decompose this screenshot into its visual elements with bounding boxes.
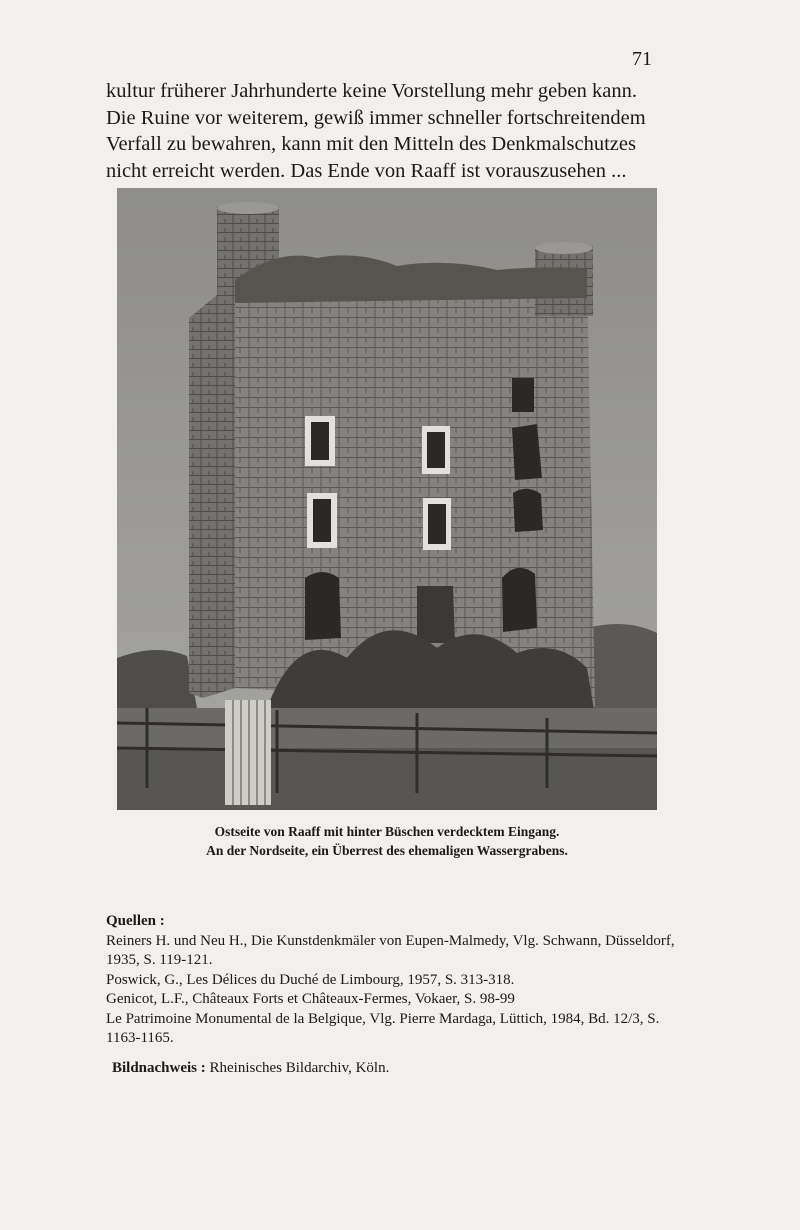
caption-line: Ostseite von Raaff mit hinter Büschen verdecktem Eingang. <box>214 824 560 839</box>
tower-illustration <box>117 188 657 810</box>
body-line: Die Ruine vor weiterem, gewiß immer schneller fortschreitendem <box>106 106 646 129</box>
sources-heading: Quellen : <box>106 913 165 929</box>
caption-line: An der Nordseite, ein Überrest des ehemaligen Wassergrabens. <box>206 843 568 858</box>
castle-ruin-photo <box>117 188 657 810</box>
body-line: kultur früherer Jahrhunderte keine Vorstellung mehr geben kann. <box>106 80 637 102</box>
body-paragraph <box>106 78 672 184</box>
source-reference: Reiners H. und Neu H., Die Kunstdenkmäler von Eupen-Malmedy, Vlg. Schwann, Düsseldorf, 1935, S. 119-121. <box>106 932 675 968</box>
sources-section <box>106 912 682 1049</box>
page-number: 71 <box>632 48 652 70</box>
image-credit <box>112 1060 389 1077</box>
source-reference: Genicot, L.F., Châteaux Forts et Châteaux-Fermes, Vokaer, S. 98-99 <box>106 991 515 1007</box>
source-reference: Le Patrimoine Monumental de la Belgique, Vlg. Pierre Mardaga, Lüttich, 1984, Bd. 12/3, S. 1163-1165. <box>106 1010 660 1046</box>
body-line: Verfall zu bewahren, kann mit den Mitteln des Denkmalschutzes <box>106 133 636 155</box>
source-reference: Poswick, G., Les Délices du Duché de Limbourg, 1957, S. 313-318. <box>106 971 515 988</box>
photo-caption <box>117 822 657 860</box>
credit-value: Rheinisches Bildarchiv, Köln. <box>209 1060 390 1076</box>
body-line: nicht erreicht werden. Das Ende von Raaff ist vorauszusehen ... <box>106 159 627 182</box>
credit-label: Bildnachweis : <box>112 1060 206 1076</box>
